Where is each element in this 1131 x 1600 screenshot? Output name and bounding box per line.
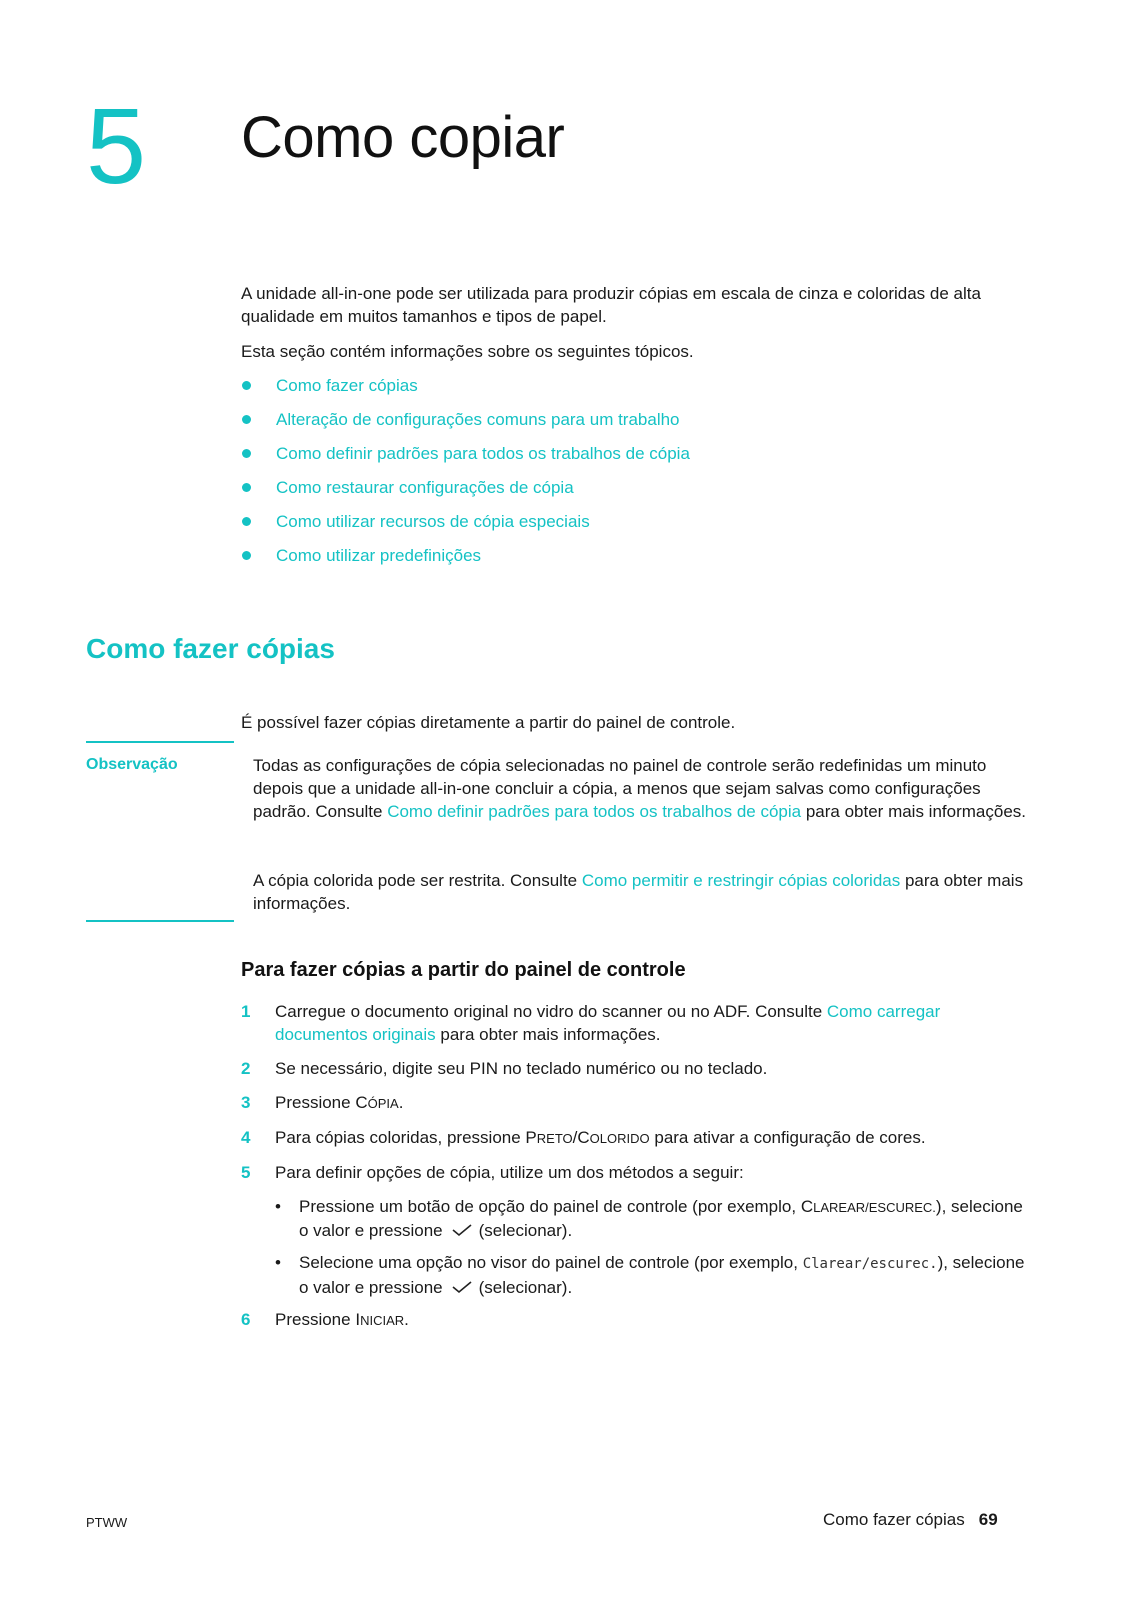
checkmark-icon [451,1223,473,1237]
step-number: 5 [241,1163,251,1182]
list-item [241,476,1031,510]
sub-step-2 [275,1251,1031,1299]
note-text: para obter mais informações. [801,802,1027,821]
note-divider-bottom [86,920,234,922]
key-rest: OLORIDO [589,1131,650,1146]
intro-paragraph: A unidade all-in-one pode ser utilizada para produzir cópias em escala de cinza e coloridas de alta qualidade em muitos tamanhos e tipos de papel. [241,284,981,326]
note-text: A cópia colorida pode ser restrita. Consulte [253,871,582,890]
step-text: . [404,1310,409,1329]
step-6 [241,1308,1031,1332]
key-start [355,1310,404,1329]
note-text: Todas as configurações de cópia selecionadas no painel de controle serão redefinidas um minuto depois que a unidade all-in-one concluir a cópia, a menos que sejam salvas como configurações padrão. Consulte [253,756,987,821]
step-text: Para cópias coloridas, pressione [275,1128,526,1147]
toc-link[interactable]: Como fazer cópias [276,376,418,395]
sub-text: (selecionar). [478,1221,573,1240]
key-copy [355,1093,398,1112]
step-number: 1 [241,1002,251,1021]
step-text: para ativar a configuração de cores. [649,1128,926,1147]
toc-link[interactable]: Como utilizar predefinições [276,546,482,565]
sub-text: Pressione um botão de opção do painel de controle (por exemplo, [299,1197,801,1216]
sub-text: ), selecione o valor e pressione [299,1253,1025,1297]
key-rest: NICIAR [360,1313,405,1328]
intro-topics-lead: Esta seção contém informações sobre os seguintes tópicos. [241,342,694,361]
step-number: 6 [241,1310,251,1329]
step-text: Se necessário, digite seu PIN no teclado numérico ou no teclado. [275,1059,768,1078]
sub-step-1 [275,1195,1031,1242]
key-initial: P [525,1128,537,1147]
footer-section: Como fazer cópias [823,1510,965,1529]
dot-bullet-icon [242,449,251,458]
link-load-originals[interactable]: Como carregar documentos originais [275,1002,941,1044]
sub-text: (selecionar). [478,1278,573,1297]
step-text: Pressione [275,1093,356,1112]
list-item [241,544,1031,578]
step-4 [241,1126,1031,1150]
toc-link[interactable]: Como restaurar configurações de cópia [276,478,574,497]
key-rest: RETO [536,1131,573,1146]
step-text: para obter mais informações. [435,1025,661,1044]
procedure-steps [241,1000,1031,1343]
display-text: Clarear/escurec. [802,1256,938,1272]
section-heading: Como fazer cópias [86,633,335,664]
toc-link[interactable]: Alteração de configurações comuns para um trabalho [276,410,680,429]
key-separator: / [572,1128,578,1147]
note-link-color-restrict[interactable]: Como permitir e restringir cópias coloridas [581,871,901,890]
step-number: 3 [241,1093,251,1112]
chapter-number: 5 [86,85,147,206]
step-2 [241,1057,1031,1080]
step-text: . [398,1093,404,1112]
step-text: Pressione [275,1310,356,1329]
list-item [241,374,1031,408]
toc-link[interactable]: Como utilizar recursos de cópia especiais [276,512,590,531]
sub-text: ), selecione o valor e pressione [299,1197,1023,1240]
page-number: 69 [978,1510,998,1529]
dot-bullet-icon [242,415,251,424]
sub-text: Selecione uma opção no visor do painel de controle (por exemplo, [299,1253,803,1272]
footer-locale: PTWW [86,1515,128,1530]
dot-bullet-icon [242,517,251,526]
key-initial: C [577,1128,590,1147]
checkmark-icon [451,1280,473,1294]
chapter-title: Como copiar [241,105,565,170]
dot-bullet-icon [242,551,251,560]
list-item [241,510,1031,544]
step-3 [241,1091,1031,1115]
step-5 [241,1161,1031,1184]
note-paragraph-2 [253,869,1033,915]
key-rest: LAREAR/ESCUREC. [813,1200,936,1215]
note-divider-top [86,741,234,743]
bullet-icon: • [275,1253,281,1272]
key-initial: I [355,1310,361,1329]
key-black-color [525,1128,649,1147]
bullet-icon: • [275,1197,281,1216]
dot-bullet-icon [242,381,251,390]
topics-list [241,374,1031,578]
dot-bullet-icon [242,483,251,492]
step-number: 2 [241,1059,251,1078]
note-link-defaults[interactable]: Como definir padrões para todos os trabalhos de cópia [387,802,802,821]
note-text: para obter mais informações. [253,871,1024,913]
step-1 [241,1000,1031,1046]
step-text: Para definir opções de cópia, utilize um dos métodos a seguir: [275,1163,744,1182]
note-label: Observação [86,756,178,773]
footer-page-info [823,1510,998,1530]
step-text: Carregue o documento original no vidro do scanner ou no ADF. Consulte [275,1002,827,1021]
toc-link[interactable]: Como definir padrões para todos os trabalhos de cópia [276,444,690,463]
procedure-heading: Para fazer cópias a partir do painel de controle [241,959,686,981]
key-lighter-darker [801,1197,936,1216]
step-number: 4 [241,1128,251,1147]
key-initial: C [800,1197,814,1216]
list-item [241,442,1031,476]
section-paragraph: É possível fazer cópias diretamente a partir do painel de controle. [241,713,736,732]
list-item [241,408,1031,442]
note-paragraph-1 [253,754,1033,823]
key-rest: ÓPIA [367,1096,399,1111]
key-initial: C [355,1093,368,1112]
